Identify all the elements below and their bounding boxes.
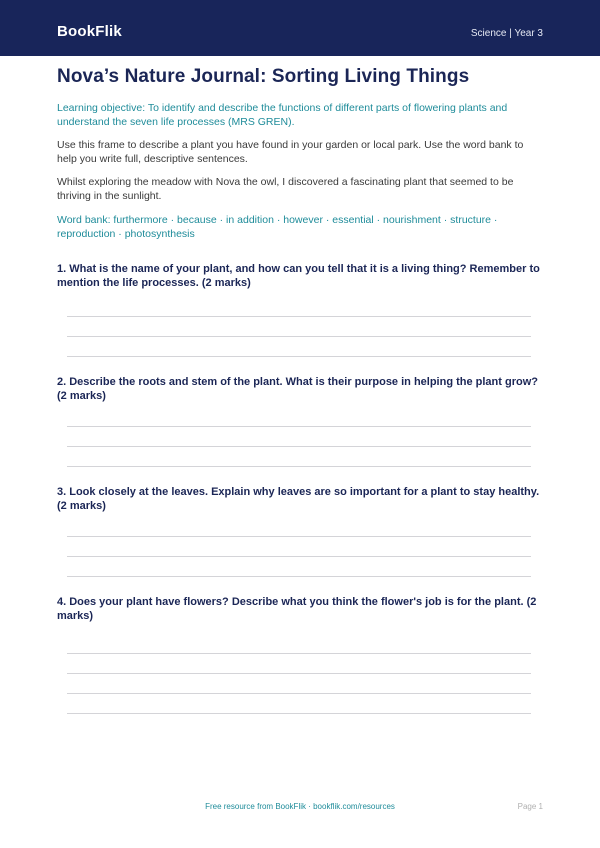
subject-year-label: Science | Year 3 (470, 28, 543, 39)
answer-line[interactable] (67, 536, 531, 537)
intro-text: Whilst exploring the meadow with Nova the owl, I discovered a fascinating plant that seemed to be thriving in the sunlight. (57, 176, 514, 202)
header-bar (0, 0, 600, 56)
answer-line[interactable] (67, 556, 531, 557)
question-1: 1. What is the name of your plant, and how can you tell that it is a living thing? Remember to mention the life processes. (2 marks) (57, 263, 540, 289)
answer-line[interactable] (67, 466, 531, 467)
answer-area-4[interactable] (67, 653, 531, 714)
answer-line[interactable] (67, 356, 531, 357)
answer-line[interactable] (67, 713, 531, 714)
page-number: Page 1 (517, 802, 543, 811)
question-2: 2. Describe the roots and stem of the plant. What is their purpose in helping the plant grow? (2 marks) (57, 376, 538, 402)
answer-area-3[interactable] (67, 536, 531, 577)
answer-line[interactable] (67, 316, 531, 317)
question-3: 3. Look closely at the leaves. Explain why leaves are so important for a plant to stay healthy. (2 marks) (57, 486, 540, 512)
worksheet-body (57, 66, 543, 714)
answer-line[interactable] (67, 336, 531, 337)
brand-logo-text[interactable]: BookFlik (57, 23, 122, 40)
page-title: Nova’s Nature Journal: Sorting Living Things (57, 66, 470, 87)
footer-source-link[interactable]: Free resource from BookFlik · bookflik.com/resources (205, 802, 395, 811)
learning-objective: Learning objective: To identify and describe the functions of different parts of flowering plants and understand the seven life processes (MRS GREN). (57, 102, 508, 128)
answer-line[interactable] (67, 673, 531, 674)
answer-area-1[interactable] (67, 316, 531, 357)
answer-area-2[interactable] (67, 426, 531, 467)
instructions-text: Use this frame to describe a plant you have found in your garden or local park. Use the word bank to help you write full, descriptive sentences. (57, 139, 524, 165)
question-4: 4. Does your plant have flowers? Describe what you think the flower's job is for the plant. (2 marks) (57, 596, 537, 622)
word-bank: Word bank: furthermore · because · in addition · however · essential · nourishment · structure · reproduction · photosynthesis (57, 214, 498, 240)
answer-line[interactable] (67, 576, 531, 577)
answer-line[interactable] (67, 446, 531, 447)
answer-line[interactable] (67, 653, 531, 654)
answer-line[interactable] (67, 426, 531, 427)
answer-line[interactable] (67, 693, 531, 694)
